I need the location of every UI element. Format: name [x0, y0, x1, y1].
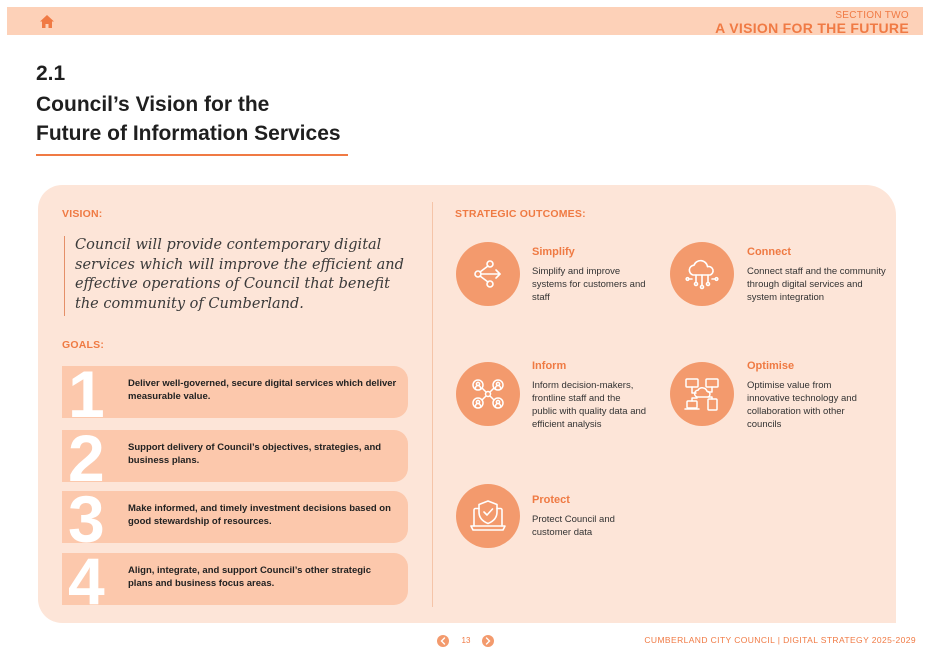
goal-item [62, 366, 408, 418]
title-underline [36, 154, 348, 156]
outcome-title: Optimise [747, 360, 795, 372]
outcome-title: Protect [532, 494, 570, 506]
shield-laptop-icon [456, 484, 520, 548]
page-title-line-2: Future of Information Services [36, 122, 341, 145]
outcome-description: Simplify and improve systems for customers and staff [532, 266, 646, 303]
vision-label: VISION: [62, 208, 103, 220]
goal-number: 4 [68, 553, 105, 605]
chevron-left-icon [440, 637, 446, 645]
goal-item [62, 491, 408, 543]
goal-number: 3 [68, 491, 105, 543]
goal-item [62, 553, 408, 605]
page-number: 13 [461, 636, 471, 645]
cloud-network-icon [670, 242, 734, 306]
goal-text: Align, integrate, and support Council’s other strategic plans and business focus areas. [128, 565, 371, 589]
outcome-description: Protect Council and customer data [532, 514, 615, 538]
top-header-bar [7, 7, 923, 35]
goal-text: Deliver well-governed, secure digital services which deliver measurable value. [128, 378, 397, 402]
vision-text: Council will provide contemporary digital services which will improve the efficient and effective operations of Council that benefit the community of Cumberland. [75, 237, 404, 312]
outcome-title: Connect [747, 246, 791, 258]
footer-text: CUMBERLAND CITY COUNCIL | DIGITAL STRATEGY 2025-2029 [644, 635, 916, 645]
strategic-outcomes-label: STRATEGIC OUTCOMES: [455, 208, 586, 220]
section-number: 2.1 [36, 62, 66, 85]
section-title: A VISION FOR THE FUTURE [715, 20, 909, 36]
outcome-description: Inform decision-makers, frontline staff and the public with quality data and efficient analysis [532, 380, 647, 430]
chevron-right-icon [485, 637, 491, 645]
vision-quote [64, 236, 404, 316]
people-network-icon [456, 362, 520, 426]
share-arrows-icon [456, 242, 520, 306]
goals-label: GOALS: [62, 339, 105, 351]
home-icon[interactable] [39, 14, 55, 29]
goal-text: Make informed, and timely investment decisions based on good stewardship of resources. [128, 503, 391, 527]
devices-cloud-icon [670, 362, 734, 426]
next-page-button[interactable] [482, 635, 494, 647]
goal-number: 2 [68, 430, 105, 482]
previous-page-button[interactable] [437, 635, 449, 647]
outcome-description: Connect staff and the community through digital services and system integration [747, 266, 886, 303]
goal-item [62, 430, 408, 482]
section-kicker: SECTION TWO [835, 10, 909, 21]
panel-divider [432, 202, 433, 607]
goal-text: Support delivery of Council’s objectives, strategies, and business plans. [128, 442, 382, 466]
outcome-description: Optimise value from innovative technology and collaboration with other councils [747, 380, 857, 430]
goal-number: 1 [68, 366, 105, 418]
page-title-line-1: Council’s Vision for the [36, 93, 270, 116]
outcome-title: Simplify [532, 246, 575, 258]
outcome-title: Inform [532, 360, 567, 372]
